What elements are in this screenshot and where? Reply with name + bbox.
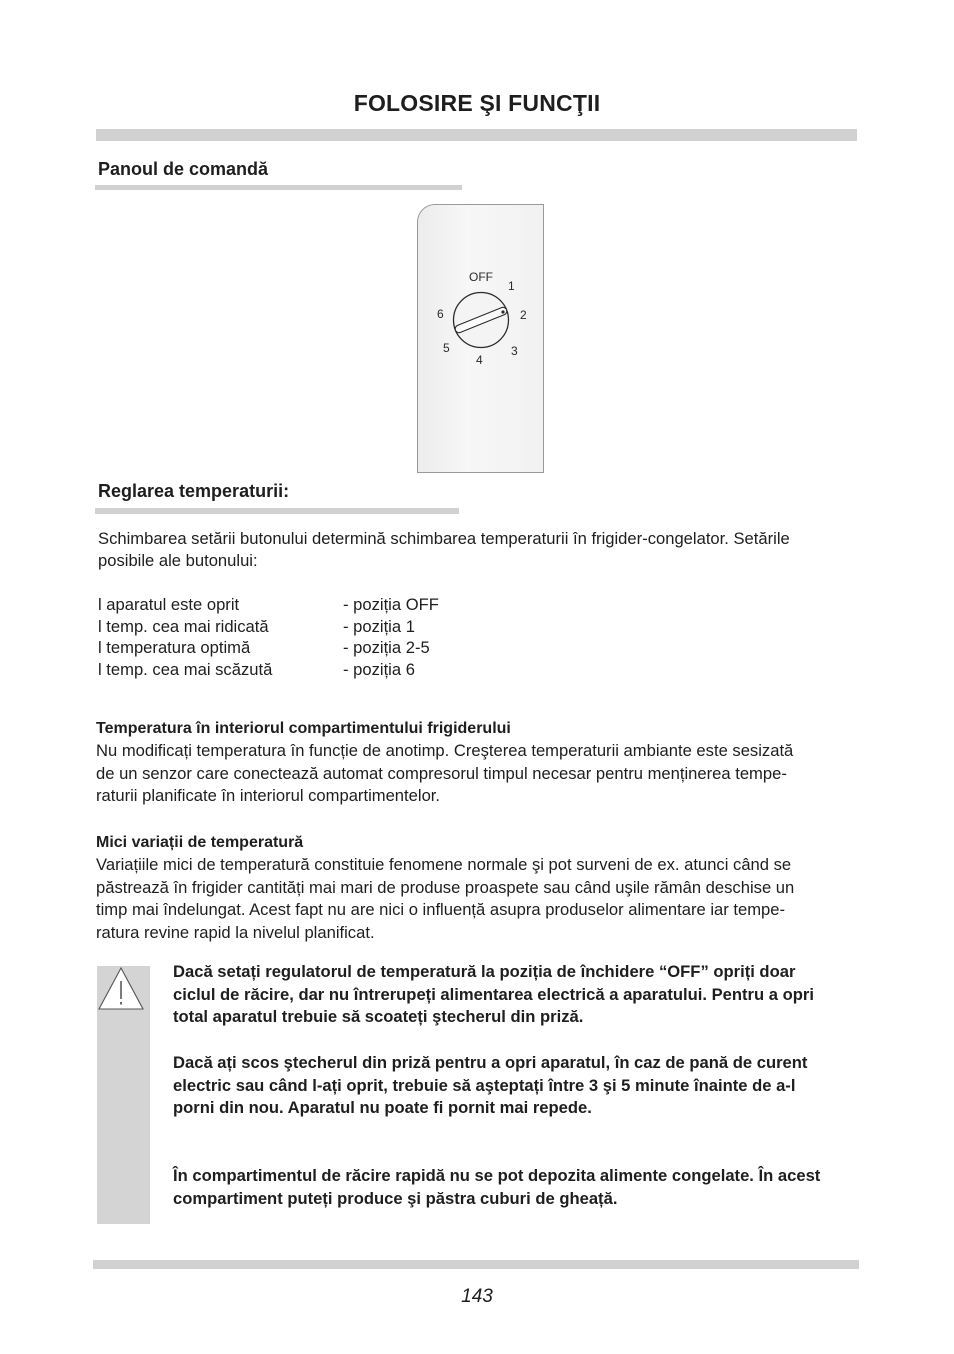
temperature-underline [95, 508, 459, 514]
text-line: posibile ale butonului: [98, 551, 258, 571]
text-line: ciclul de răcire, dar nu întrerupeți alimentarea electrică a aparatului. Pentru a opri [173, 984, 814, 1004]
dial-label-2: 2 [520, 308, 527, 322]
setting-value: - poziția 6 [343, 659, 415, 679]
text-line: Nu modificați temperatura în funcție de anotimp. Creşterea temperaturii ambiante este sesizată [96, 741, 794, 761]
interior-heading: Temperatura în interiorul compartimentului frigiderului [96, 720, 511, 737]
variations-section [96, 832, 859, 944]
temperature-heading: Reglarea temperaturii: [98, 481, 290, 501]
dial-label-1: 1 [508, 279, 515, 293]
text-line: Dacă setați regulatorul de temperatură la poziția de închidere “OFF” opriți doar [173, 962, 796, 981]
setting-label: l temperatura optimă [98, 638, 251, 658]
control-panel-underline [95, 185, 462, 190]
setting-label: l temp. cea mai scăzută [98, 659, 273, 679]
text-line: păstrează în frigider cantități mai mari de produse proaspete sau când uşile rămân deschise un [96, 877, 795, 897]
settings-row [98, 637, 439, 659]
warning-paragraph-3 [173, 1165, 857, 1210]
variations-heading: Mici variații de temperatură [96, 834, 304, 851]
text-line: Dacă ați scos ştecherul din priză pentru a opri aparatul, în caz de pană de curent [173, 1053, 808, 1072]
setting-value: - poziția 1 [343, 616, 415, 636]
dial-label-6: 6 [437, 307, 444, 321]
settings-list [98, 594, 439, 680]
warning-icon [97, 966, 147, 1012]
page-number: 143 [461, 1286, 493, 1307]
warning-paragraph-1 [173, 961, 857, 1029]
temperature-intro [98, 528, 858, 573]
text-line: total aparatul trebuie să scoateți ştecherul din priză. [173, 1007, 584, 1027]
dial-label-3: 3 [511, 344, 518, 358]
setting-value: - poziția 2-5 [343, 638, 430, 658]
dial-label-off: OFF [469, 270, 493, 284]
text-line: porni din nou. Aparatul nu poate fi pornit mai repede. [173, 1098, 592, 1118]
text-line: Schimbarea setării butonului determină schimbarea temperaturii în frigider-congelator. Setările [98, 529, 790, 548]
text-line: electric sau când l-ați oprit, trebuie să aşteptați între 3 şi 5 minute înainte de a-l [173, 1075, 796, 1095]
settings-row [98, 659, 439, 681]
footer-divider [93, 1260, 859, 1269]
settings-row [98, 616, 439, 638]
setting-label: l aparatul este oprit [98, 595, 240, 614]
warning-paragraph-2 [173, 1052, 857, 1120]
text-line: de un senzor care conectează automat compresorul timpul necesar pentru menținerea tempe- [96, 763, 787, 783]
dial-label-4: 4 [476, 353, 483, 367]
text-line: ratura revine rapid la nivelul planificat. [96, 922, 375, 942]
title-divider [96, 129, 857, 141]
text-line: raturii planificate în interiorul compartimentelor. [96, 786, 441, 806]
text-line: În compartimentul de răcire rapidă nu se pot depozita alimente congelate. În acest [173, 1166, 821, 1185]
page-title: FOLOSIRE ŞI FUNCŢII [353, 90, 601, 116]
text-line: Variațiile mici de temperatură constituie fenomene normale şi pot surveni de ex. atunci când se [96, 855, 792, 875]
dial-label-5: 5 [443, 341, 450, 355]
control-panel-illustration [417, 204, 544, 473]
control-panel-heading: Panoul de comandă [98, 159, 269, 179]
interior-section [96, 718, 859, 808]
setting-label: l temp. cea mai ridicată [98, 616, 269, 636]
setting-value: - poziția OFF [343, 595, 439, 614]
text-line: compartiment puteți produce şi păstra cuburi de gheață. [173, 1188, 618, 1208]
settings-row [98, 594, 439, 616]
text-line: timp mai îndelungat. Acest fapt nu are nici o influență asupra produselor alimentare iar tempe- [96, 900, 786, 920]
temperature-dial-knob[interactable] [451, 290, 511, 350]
